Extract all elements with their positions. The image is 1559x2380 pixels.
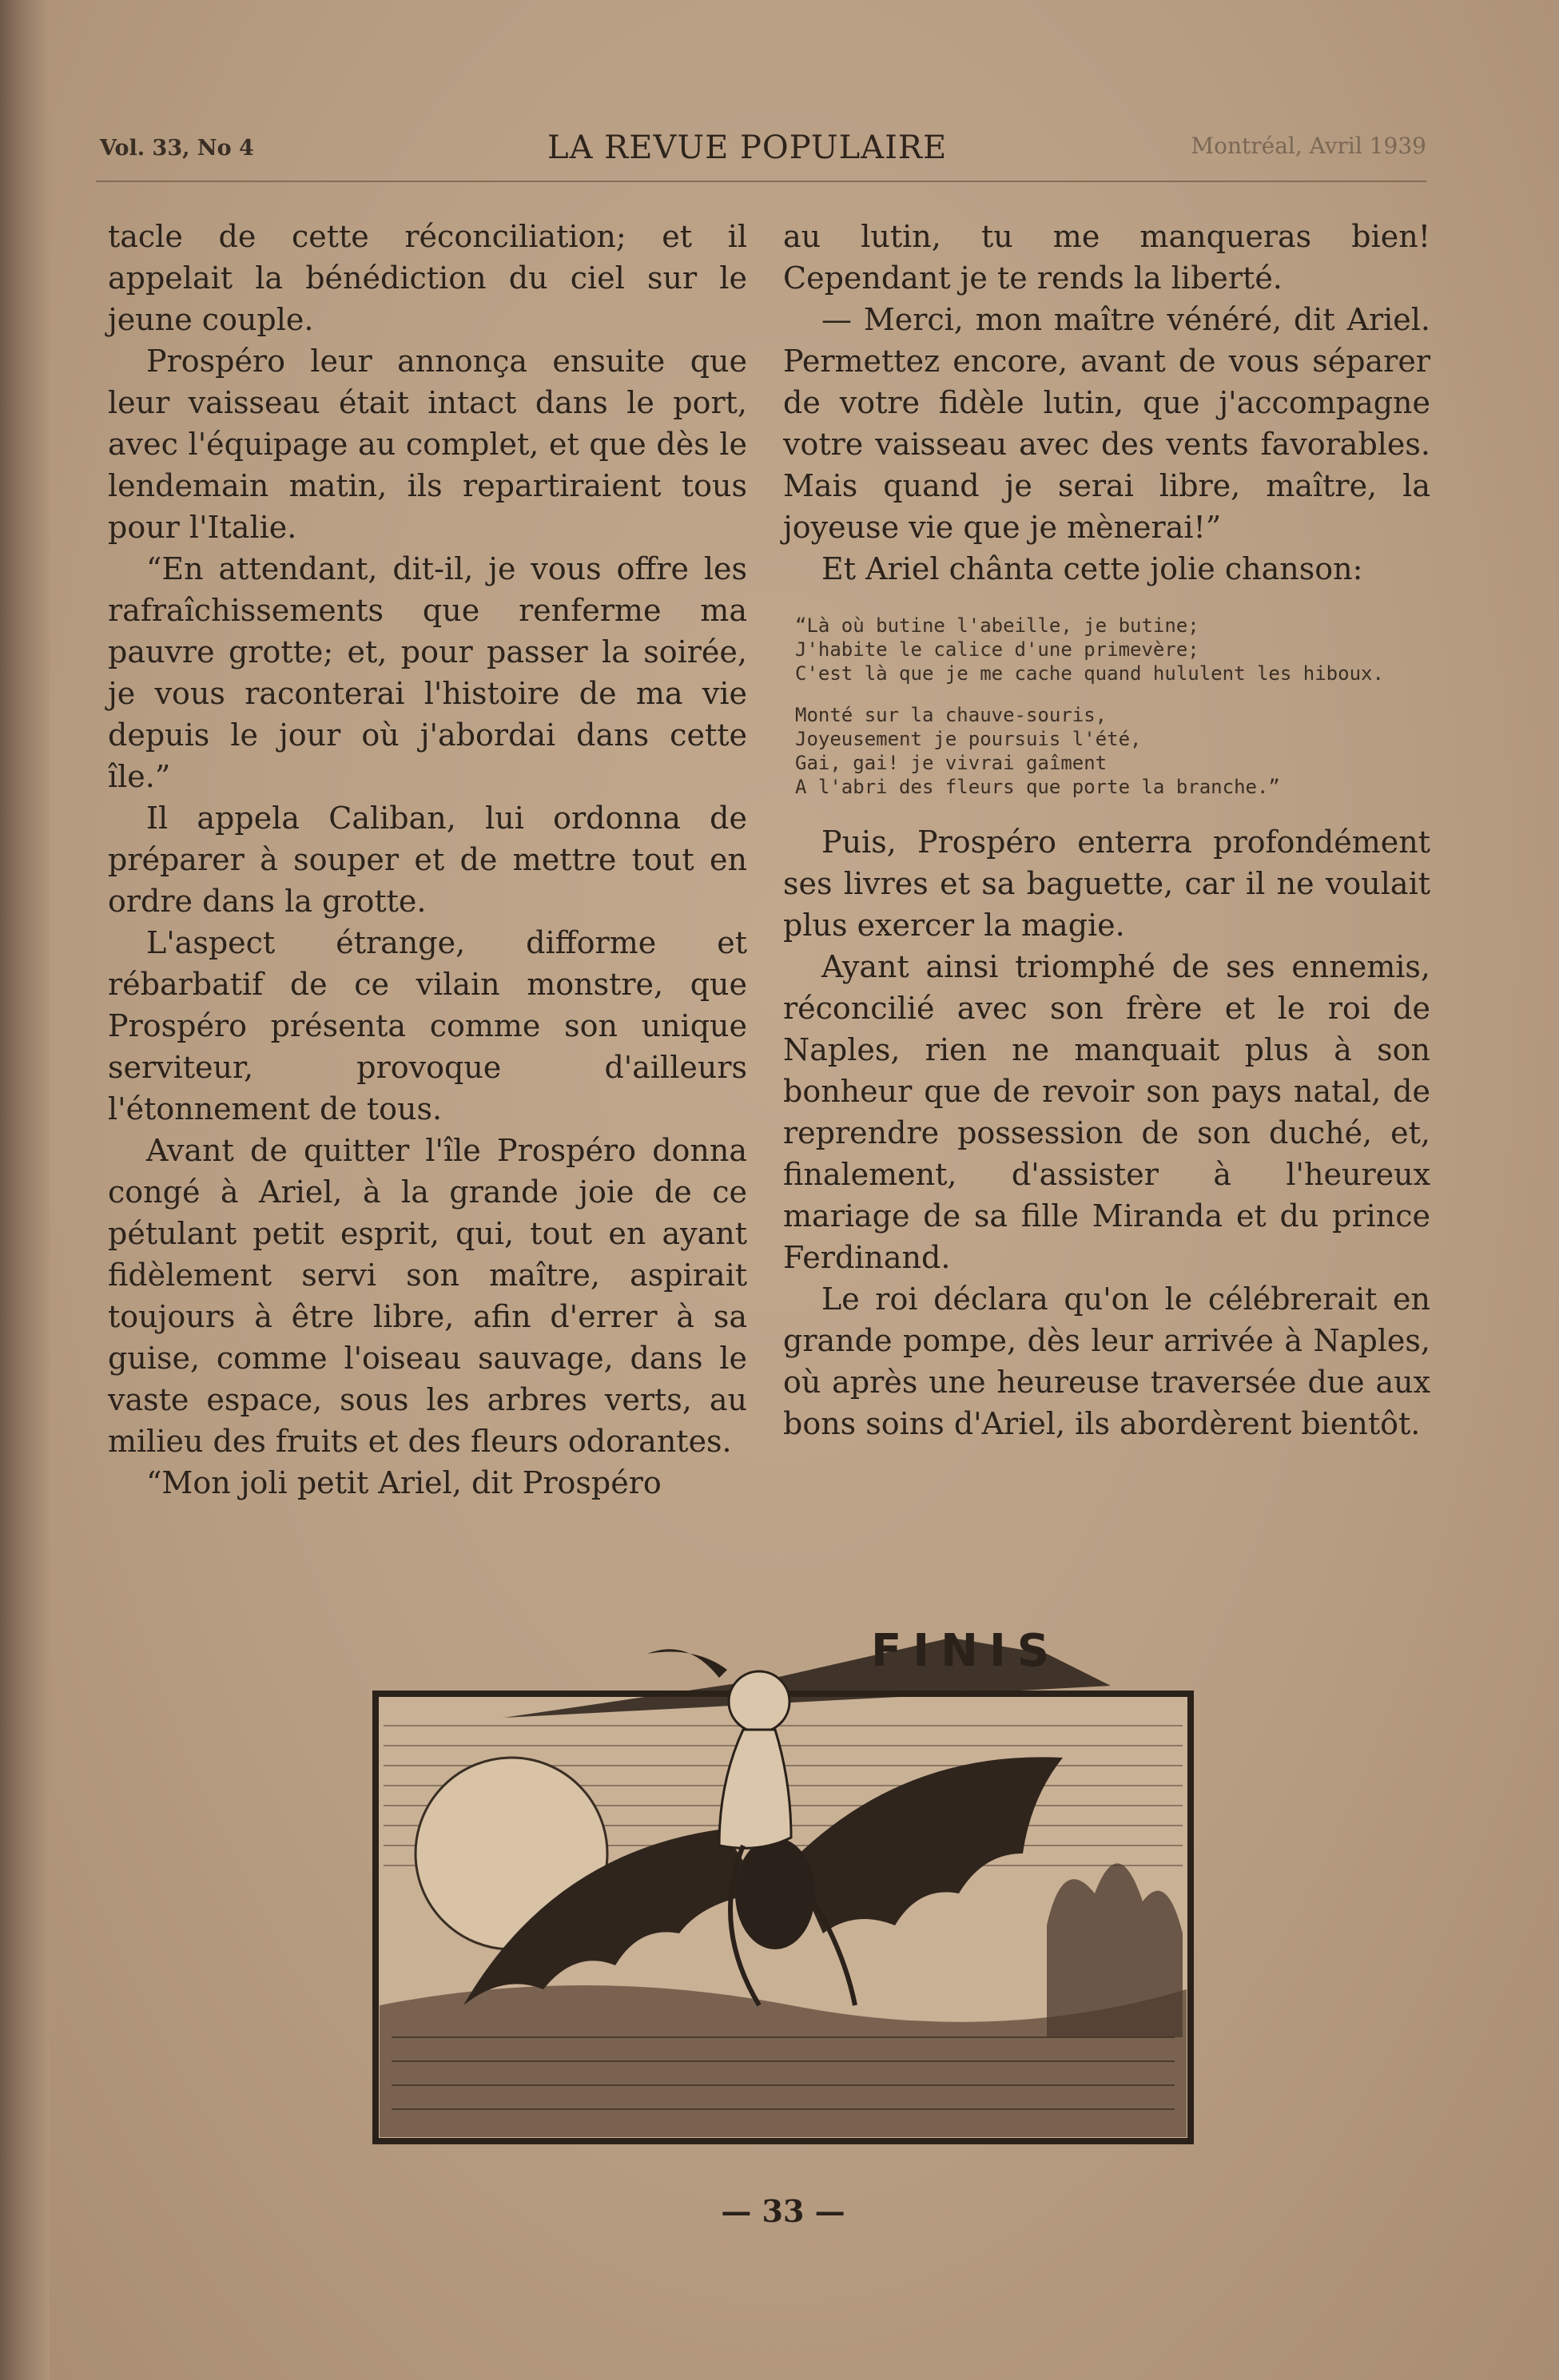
poem-line: Monté sur la chauve-souris, [795,704,1108,726]
finis-illustration [344,1590,1239,2149]
poem-line: Gai, gai! je vivrai gaîment [795,752,1108,774]
running-header [100,128,1426,176]
book-binding-edge [0,0,50,2380]
poem-stanza [795,703,1430,799]
paragraph: Puis, Prospéro enterra profondément ses livres et sa baguette, car il ne voulait plus exercer la magie. [783,824,1430,943]
volume-number: Vol. 33, No 4 [100,136,254,161]
paragraph: Il appela Caliban, lui ordonna de préparer à souper et de mettre tout en ordre dans la grotte. [108,801,747,919]
poem-stanza [795,614,1430,685]
poem-line: C'est là que je me cache quand hululent les hiboux. [795,662,1384,685]
poem-line: “Là où butine l'abeille, je butine; [795,614,1199,637]
left-column [108,216,747,1504]
bat-body [735,1838,815,1949]
paragraph: Avant de quitter l'île Prospéro donna congé à Ariel, à la grande joie de ce pétulant petit esprit, qui, tout en ayant fidèlement servi son maître, aspirait toujours à être libre, afin d'errer à sa guise, comme l'oiseau sauvage, dans le vaste espace, sous les arbres verts, au milieu des fruits et des fleurs odorantes. [108,1133,747,1459]
poem-line: J'habite le calice d'une primevère; [795,638,1199,661]
ariel-song-poem [795,614,1430,799]
paragraph: — Merci, mon maître vénéré, dit Ariel. Permettez encore, avant de vous séparer de votre fidèle lutin, que j'accompagne votre vaisseau avec des vents favorables. Mais quand je serai libre, maître, la joyeuse vie que je mènerai!” [783,302,1430,545]
paragraph: au lutin, tu me manqueras bien! Cependant je te rends la liberté. [783,219,1430,296]
ariel-hair [647,1649,727,1678]
paragraph: “Mon joli petit Ariel, dit Prospéro [146,1465,662,1500]
poem-line: A l'abri des fleurs que porte la branche.” [795,776,1280,798]
header-rule [96,181,1426,182]
paragraph: Le roi déclara qu'on le célébrerait en grande pompe, dès leur arrivée à Naples, où après une heureuse traversée due aux bons soins d'Ariel, ils abordèrent bientôt. [783,1281,1430,1441]
paragraph: tacle de cette réconciliation; et il appelait la bénédiction du ciel sur le jeune couple. [108,219,747,337]
paragraph: Ayant ainsi triomphé de ses ennemis, réconcilié avec son frère et le roi de Naples, rien ne manquait plus à son bonheur que de revoir son pays natal, de reprendre possession de son duché, et, finalement, d'assister à l'heureux mariage de sa fille Miranda et du prince Ferdinand. [783,949,1430,1275]
publication-date: Montréal, Avril 1939 [1191,133,1426,159]
page-number: — 33 — [721,2193,845,2229]
paragraph: Et Ariel chânta cette jolie chanson: [821,551,1363,586]
ariel-riding-bat-illustration-icon [344,1590,1239,2149]
paragraph: Prospéro leur annonça ensuite que leur vaisseau était intact dans le port, avec l'équipage au complet, et que dès le lendemain matin, ils repartiraient tous pour l'Italie. [108,344,747,545]
poem-line: Joyeusement je poursuis l'été, [795,728,1142,750]
publication-title: LA REVUE POPULAIRE [547,129,948,166]
paragraph: “En attendant, dit-il, je vous offre les rafraîchissements que renferme ma pauvre grotte; et, pour passer la soirée, je vous raconterai l'histoire de ma vie depuis le jour où j'abordai dans cette île.” [108,551,747,794]
ariel-head [729,1671,789,1732]
paragraph: L'aspect étrange, difforme et rébarbatif de ce vilain monstre, que Prospéro présenta comme son unique serviteur, provoque d'ailleurs l'étonnement de tous. [108,925,747,1126]
right-column [783,216,1430,1444]
finis-caption: FINIS [871,1625,1061,1677]
